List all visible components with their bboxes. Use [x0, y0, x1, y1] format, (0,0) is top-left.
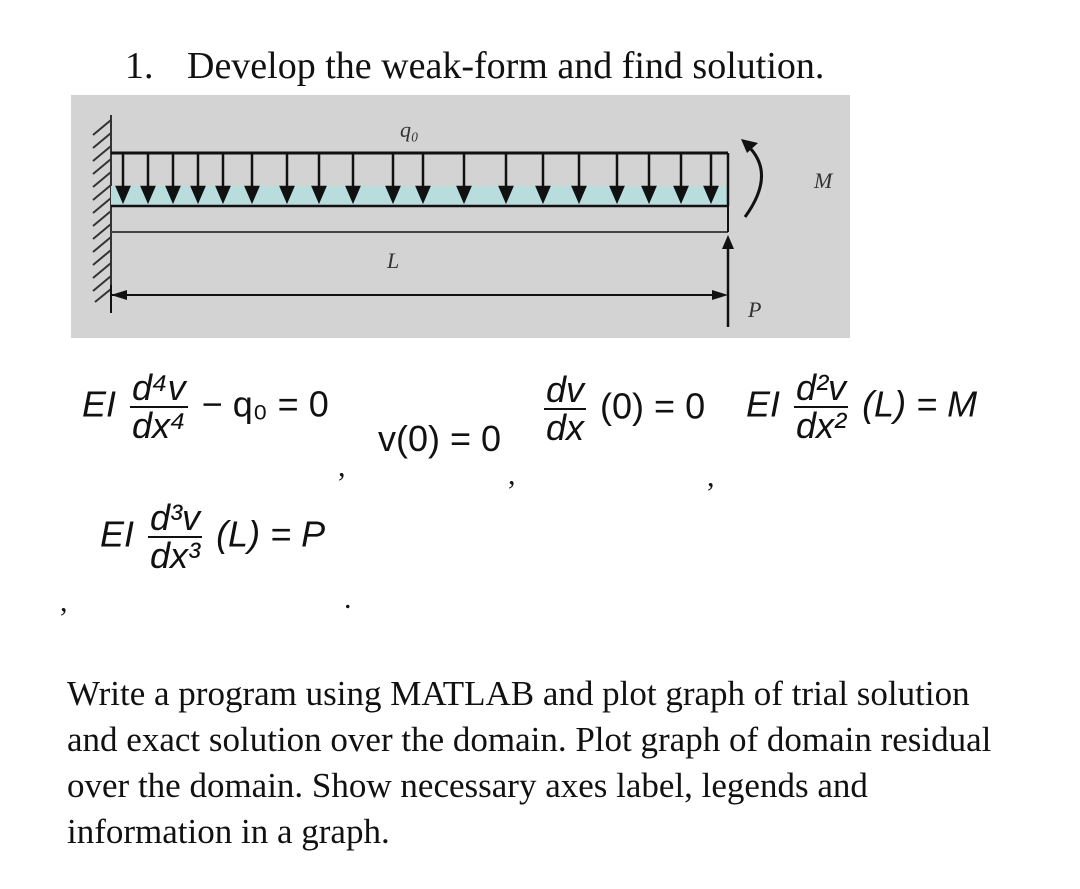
fraction-numerator: d³v — [150, 497, 201, 538]
third-derivative — [148, 497, 202, 576]
fraction-denominator: dx⁴ — [132, 405, 186, 446]
separator-comma: , — [60, 585, 68, 618]
boundary-condition-shear — [100, 497, 326, 576]
flexural-rigidity: EI — [100, 513, 135, 555]
equation-rest: (L) = P — [216, 513, 326, 555]
cantilever-beam-figure — [71, 95, 850, 338]
first-derivative — [544, 369, 586, 448]
separator-comma: , — [338, 450, 346, 483]
equation-rest: − q₀ = 0 — [201, 383, 329, 425]
governing-equation — [82, 367, 329, 446]
equation-rest: (0) = 0 — [600, 385, 706, 427]
terminal-period: . — [344, 582, 352, 615]
boundary-condition-moment — [746, 367, 978, 446]
problem-heading — [125, 44, 824, 88]
fraction-denominator: dx³ — [150, 535, 201, 576]
fraction-numerator: dv — [546, 369, 585, 410]
fourth-derivative — [130, 367, 188, 446]
boundary-condition-slope — [540, 369, 706, 448]
fraction-denominator: dx — [546, 407, 585, 448]
fraction-numerator: d⁴v — [132, 367, 186, 408]
load-label: q₀ — [400, 117, 419, 142]
separator-comma: , — [508, 458, 516, 491]
boundary-condition-displacement: v(0) = 0 — [378, 418, 502, 459]
length-label: L — [387, 248, 400, 273]
fraction-numerator: d²v — [796, 367, 847, 408]
fraction-denominator: dx² — [796, 405, 847, 446]
force-label: P — [748, 297, 762, 322]
flexural-rigidity: EI — [746, 383, 781, 425]
instructions-paragraph: Write a program using MATLAB and plot graph of trial solution and exact solution over the domain. Plot graph of domain residual over the domain. Show necessary axes label, legends and information in a graph. — [67, 674, 992, 851]
problem-title: Develop the weak-form and find solution. — [187, 45, 825, 87]
equation-rest: (L) = M — [862, 383, 978, 425]
second-derivative — [794, 367, 848, 446]
flexural-rigidity: EI — [82, 383, 117, 425]
moment-label: M — [814, 168, 833, 193]
separator-comma: , — [707, 460, 715, 493]
problem-number: 1. — [125, 45, 154, 87]
figure-background — [71, 95, 850, 338]
